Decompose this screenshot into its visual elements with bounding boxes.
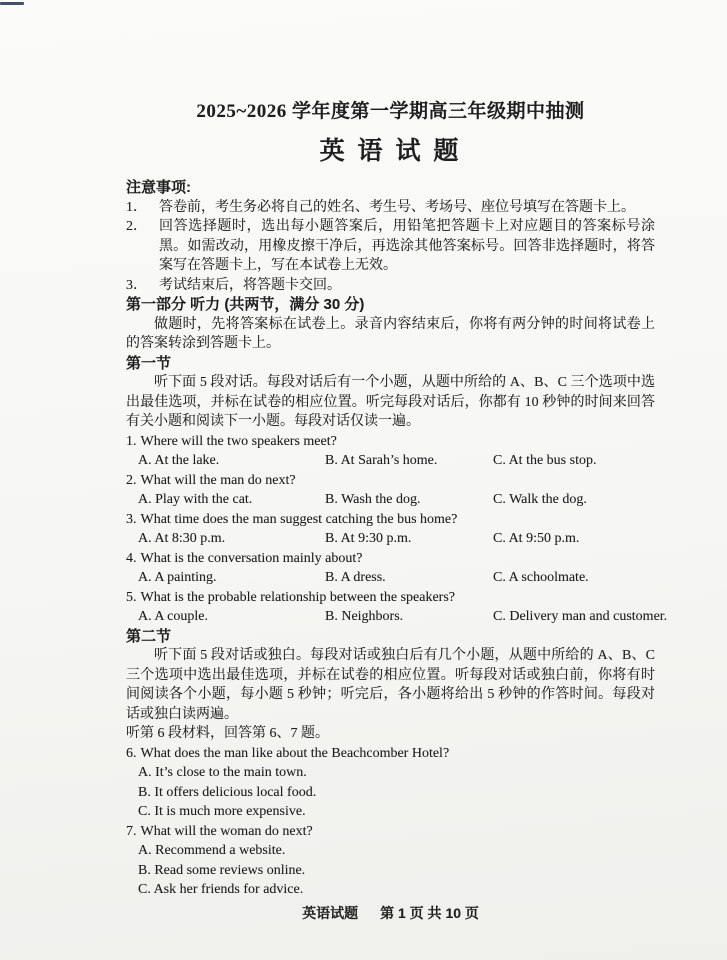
section2-material-line: 听第 6 段材料，回答第 6、7 题。	[126, 726, 329, 741]
question-5-line	[126, 588, 655, 608]
section2-intro: 听下面 5 段对话或独白。每段对话或独白后有几个小题，从题中所给的 A、B、C 三个选项中选出最佳选项，并标在试卷的相应位置。听每段对话或独白前，你将有时间阅读各个小题，每小题 5 秒钟；听完后，各小题将给出 5 秒钟的作答时间。每段对话或独白读两遍。	[126, 648, 655, 722]
question-2-option-b: B. Wash the dog.	[325, 492, 421, 507]
question-2-option-a: A. Play with the cat.	[138, 492, 253, 507]
notice-item-2-number: 2．	[126, 219, 147, 234]
question-7-option-c: C. Ask her friends for advice.	[138, 882, 304, 897]
question-7-line	[126, 822, 655, 842]
question-5-option-a: A. A couple.	[138, 609, 208, 624]
question-7-option-a: A. Recommend a website.	[138, 843, 286, 858]
notice-item-1	[126, 198, 655, 218]
question-1-option-b: B. At Sarah’s home.	[325, 453, 438, 468]
question-4-option-a: A. A painting.	[138, 570, 217, 585]
question-1-line	[126, 432, 655, 452]
question-4-option-c: C. A schoolmate.	[493, 570, 589, 585]
question-7-options	[138, 841, 655, 900]
question-6	[126, 744, 655, 822]
question-5-option-c: C. Delivery man and customer.	[493, 609, 668, 624]
question-6-text: What does the man like about the Beachcomber Hotel?	[140, 745, 450, 761]
question-3	[126, 510, 655, 549]
question-4-options	[138, 568, 655, 588]
question-6-option-a: A. It’s close to the main town.	[138, 765, 307, 780]
exam-subject-title: 英 语 试 题	[319, 137, 462, 165]
question-7-text: What will the woman do next?	[140, 823, 313, 839]
part1-intro: 做题时，先将答案标在试卷上。录音内容结束后，你将有两分钟的时间将试卷上的答案转涂到答题卡上。	[126, 316, 655, 351]
question-7-option-b: B. Read some reviews online.	[138, 862, 306, 878]
question-4	[126, 549, 655, 588]
question-1-option-c: C. At the bus stop.	[493, 453, 597, 468]
question-5-number: 5.	[126, 589, 137, 605]
question-4-option-b: B. A dress.	[325, 570, 386, 585]
scan-artifact-line	[0, 2, 24, 5]
question-5-options	[138, 607, 668, 627]
page-content	[126, 100, 668, 923]
question-3-options	[138, 529, 655, 549]
question-1	[126, 432, 655, 471]
notice-item-3-text: 考试结束后，将答题卡交回。	[159, 277, 341, 293]
notice-item-1-number: 1．	[126, 199, 147, 215]
question-3-option-b: B. At 9:30 p.m.	[325, 531, 412, 546]
question-4-text: What is the conversation mainly about?	[140, 550, 363, 566]
section1-intro: 听下面 5 段对话。每段对话后有一个小题，从题中所给的 A、B、C 三个选项中选出最佳选项，并标在试卷的相应位置。听完每段对话后，你都有 10 秒钟的时间来回答有关小题和阅读下一小题。每段对话仅读一遍。	[126, 375, 655, 429]
question-6-number: 6.	[126, 745, 137, 761]
question-3-line	[126, 510, 655, 530]
question-2-text: What will the man do next?	[140, 472, 296, 488]
question-1-text: Where will the two speakers meet?	[140, 433, 337, 449]
notice-item-2-text: 回答选择题时，选出每小题答案后，用铅笔把答题卡上对应题目的答案标号涂黑。如需改动，用橡皮擦干净后，再选涂其他答案标号。回答非选择题时，将答案写在答题卡上，写在本试卷上无效。	[159, 219, 655, 273]
question-2-number: 2.	[126, 472, 137, 488]
section2-heading: 第二节	[126, 627, 172, 645]
notice-section	[126, 178, 655, 295]
exam-title: 2025~2026 学年度第一学期高三年级期中抽测	[196, 101, 585, 122]
footer-page-info: 第 1 页 共 10 页	[380, 904, 479, 921]
page-footer	[126, 904, 655, 924]
question-2-option-c: C. Walk the dog.	[493, 492, 587, 507]
question-3-option-c: C. At 9:50 p.m.	[493, 531, 580, 546]
footer-doc-label: 英语试题	[302, 904, 359, 921]
part1-heading: 第一部分 听力 (共两节，满分 30 分)	[126, 296, 365, 313]
question-6-option-c: C. It is much more expensive.	[138, 804, 306, 819]
section1-heading: 第一节	[126, 354, 172, 372]
question-1-number: 1.	[126, 433, 137, 449]
question-4-line	[126, 549, 655, 569]
question-1-options	[138, 451, 655, 471]
question-6-option-b: B. It offers delicious local food.	[138, 784, 317, 800]
question-2	[126, 471, 655, 510]
question-7	[126, 822, 655, 900]
notice-item-3	[126, 276, 655, 296]
question-3-text: What time does the man suggest catching the bus home?	[140, 511, 458, 527]
question-2-options	[138, 490, 655, 510]
question-2-line	[126, 471, 655, 491]
question-5	[126, 588, 668, 627]
question-1-option-a: A. At the lake.	[138, 453, 220, 468]
question-6-line	[126, 744, 655, 764]
notice-item-1-text: 答卷前，考生务必将自己的姓名、考生号、考场号、座位号填写在答题卡上。	[159, 199, 635, 215]
question-5-option-b: B. Neighbors.	[325, 609, 404, 624]
notice-item-3-number: 3．	[126, 277, 147, 293]
notice-heading: 注意事项:	[126, 179, 191, 196]
question-3-number: 3.	[126, 511, 137, 527]
question-5-text: What is the probable relationship between the speakers?	[140, 589, 455, 605]
question-3-option-a: A. At 8:30 p.m.	[138, 531, 226, 546]
question-4-number: 4.	[126, 550, 137, 566]
question-7-number: 7.	[126, 823, 137, 839]
notice-item-2	[126, 217, 655, 276]
question-6-options	[138, 763, 655, 822]
